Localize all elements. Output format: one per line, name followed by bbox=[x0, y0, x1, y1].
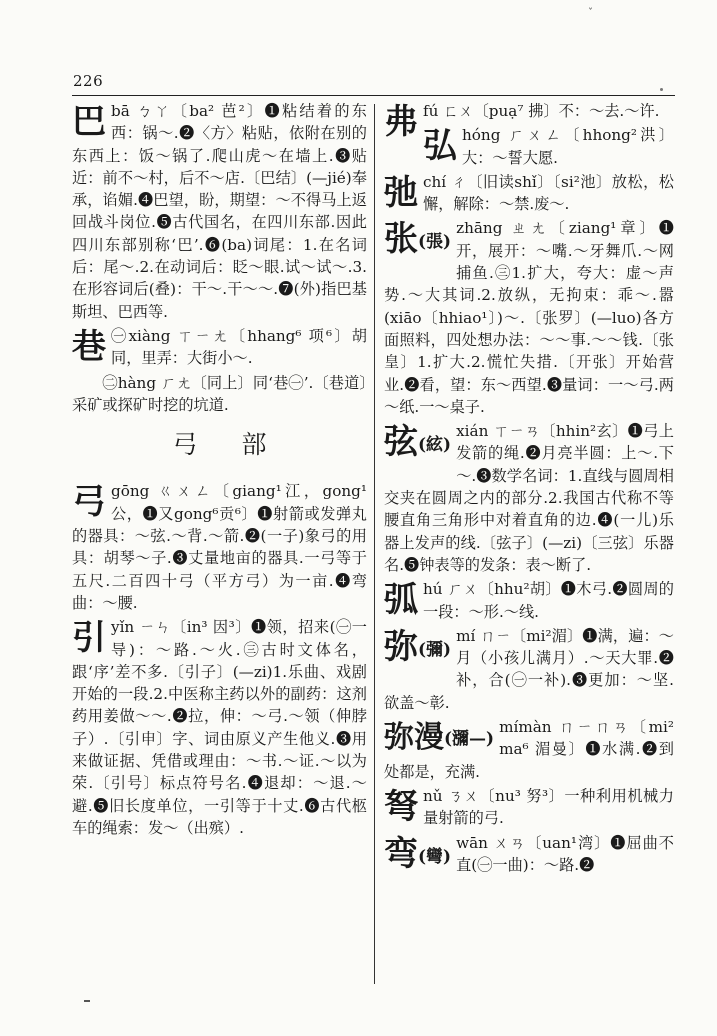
entry-definition: ㊀xiàng ㄒㄧㄤ〔hhang⁶ 项⁶〕胡同，里弄：大街小～. bbox=[111, 326, 367, 368]
entry-definition: wān ㄨㄢ〔uan¹湾〕❶屈曲不直(㊀一曲)：～路.❷ bbox=[456, 833, 674, 874]
scan-dot bbox=[660, 88, 663, 91]
entry-definition: fú ㄈㄨ〔puạ⁷ 拂〕不：～去.～许. bbox=[423, 102, 660, 120]
dictionary-entry-xiang bbox=[72, 325, 367, 370]
entry-headword: 引 bbox=[72, 618, 106, 659]
entry-headword: 弥(彌) bbox=[384, 626, 452, 667]
left-column bbox=[72, 100, 367, 839]
dictionary-entry-wan bbox=[384, 832, 674, 877]
entry-definition: yǐn ㄧㄣ〔in³ 因³〕❶领，招来(㊀一导)：～路.～火.㊂古时文体名，跟‘序’差不多.〔引子〕(—zi)1.乐曲、戏剧开始的一段.2.中医称主药以外的副药：这剂药用姜做～～.❷拉，伸：～弓.～领（伸脖子）.〔引申〕字、词由原义产生他义.❸用来做证据、凭借或理由：～书.～证.～以为荣.〔引号〕标点符号名.❹退却：～退.～避.❺旧长度单位，一引等于十丈.❻古代柩车的绳索：发～（出殡）. bbox=[72, 618, 367, 837]
page-number: 226 bbox=[73, 72, 104, 90]
dictionary-entry-miman bbox=[384, 716, 674, 783]
entry-definition: ㊁hàng ㄏㄤ〔同上〕同‘巷㊀’.〔巷道〕采矿或探矿时挖的坑道. bbox=[72, 373, 367, 414]
entry-definition: hú ㄏㄨ〔hhu²胡〕❶木弓.❷圆周的一段：～形.～线. bbox=[423, 580, 674, 621]
entry-headword: 弦(絃) bbox=[384, 422, 452, 463]
entry-headword: 弘 bbox=[423, 126, 457, 167]
dictionary-entry-gong bbox=[72, 480, 367, 614]
entry-definition: xián ㄒㄧㄢ〔hhin²玄〕❶弓上发箭的绳.❷月亮半圆：上～.下～.❸数学名词：1.直线与圆周相交夹在圆周之内的部分.2.我国古代称不等腰直角三角形中对着直角的边.❹(一儿)乐器上发声的线.〔弦子〕(—zi)〔三弦〕乐器名.❺钟表等的发条：表～断了. bbox=[384, 422, 674, 574]
dictionary-entry-yin bbox=[72, 616, 367, 839]
entry-headword: 弛 bbox=[384, 172, 418, 213]
right-column bbox=[384, 100, 674, 877]
dictionary-entry-fu bbox=[384, 100, 674, 142]
scan-mark bbox=[84, 1000, 90, 1002]
dictionary-entry-mi bbox=[384, 625, 674, 714]
entry-definition: bā ㄅㄚ〔ba² 芭²〕❶粘结着的东西：锅～.❷〈方〉粘贴，依附在别的东西上：饭～锅了.爬山虎～在墙上.❸贴近：前不～村，后不～店.〔巴结〕(—jié)奉承，谄媚.❹巴望，盼，期望：～不得马上返回战斗岗位.❺古代国名，在四川东部.因此四川东部别称‘巴’.❻(ba)词尾：1.在名词后：尾～.2.在动词后：眨～眼.试～试～.3.在形容词后(叠)：干～.干～～.❼(外)指巴基斯坦、巴西等. bbox=[72, 102, 367, 321]
dictionary-entry-zhang bbox=[384, 217, 674, 418]
entry-definition: chí ㄔ〔旧读shǐ〕〔si²池〕放松，松懈，解除：～禁.废～. bbox=[423, 172, 674, 214]
entry-definition: zhāng ㄓㄤ〔ziang¹章〕❶开，展开：～嘴.～牙舞爪.～网捕鱼.㊂1.扩大，夸大：虚～声势.～大其词.2.放纵，无拘束：乖～.嚣(xiāo〔hhiao¹〕)～.〔张罗〕(—luo)各方面照料，四处想办法：～～事.～～钱.〔张皇〕1.扩大.2.慌忙失措.〔开张〕开始营业.❷看，望：东～西望.❸量词：一～弓.两～纸.一～桌子. bbox=[384, 219, 674, 416]
entry-headword: 弩 bbox=[384, 786, 418, 827]
entry-definition: nǔ ㄋㄨ〔nu³ 努³〕一种利用机械力量射箭的弓. bbox=[423, 786, 674, 828]
dictionary-entry-chi bbox=[384, 171, 674, 216]
section-heading: 弓 部 bbox=[172, 430, 285, 460]
entry-headword: 弯(彎) bbox=[384, 833, 452, 874]
entry-definition: mímàn ㄇㄧㄇㄢ〔mi² ma⁶ 湄曼〕❶水满.❷到处都是，充满. bbox=[384, 718, 674, 781]
entry-headword: 弥漫(瀰—) bbox=[384, 720, 495, 756]
entry-headword: 巴 bbox=[72, 102, 106, 142]
dictionary-entry-xian bbox=[384, 420, 674, 576]
entry-headword: 弗 bbox=[384, 102, 418, 142]
scan-speck: ˇ bbox=[588, 8, 593, 19]
dictionary-entry-ba bbox=[72, 100, 367, 323]
dictionary-entry-hu bbox=[384, 578, 674, 623]
dictionary-entry-hong bbox=[384, 124, 674, 169]
entry-definition: gōng ㄍㄨㄥ〔giang¹江，gong¹公，❶又gong⁶贡⁶〕❶射箭或发弹丸的器具：～弦.～背.～箭.❷(一子)象弓的用具：胡琴～子.❸丈量地亩的器具.一弓等于五尺.二百四十弓（平方弓）为一亩.❹弯曲：～腰. bbox=[72, 482, 367, 612]
entry-headword: 弓 bbox=[72, 482, 106, 523]
dictionary-entry-hang bbox=[72, 372, 367, 417]
entry-headword: 弧 bbox=[384, 580, 418, 621]
entry-definition: hóng ㄏㄨㄥ〔hhong²洪〕大：～誓大愿. bbox=[462, 126, 674, 167]
entry-headword: 张(張) bbox=[384, 219, 452, 260]
entry-headword: 巷 bbox=[72, 326, 106, 367]
column-divider bbox=[374, 104, 375, 984]
header-rule bbox=[72, 95, 675, 96]
entry-definition: mí ㄇㄧ〔mi²湄〕❶满，遍：～月（小孩儿满月）.～天大罪.❷补，合(㊀一补).❸更加：～坚.欲盖～彰. bbox=[384, 626, 674, 712]
dictionary-entry-nu bbox=[384, 785, 674, 830]
